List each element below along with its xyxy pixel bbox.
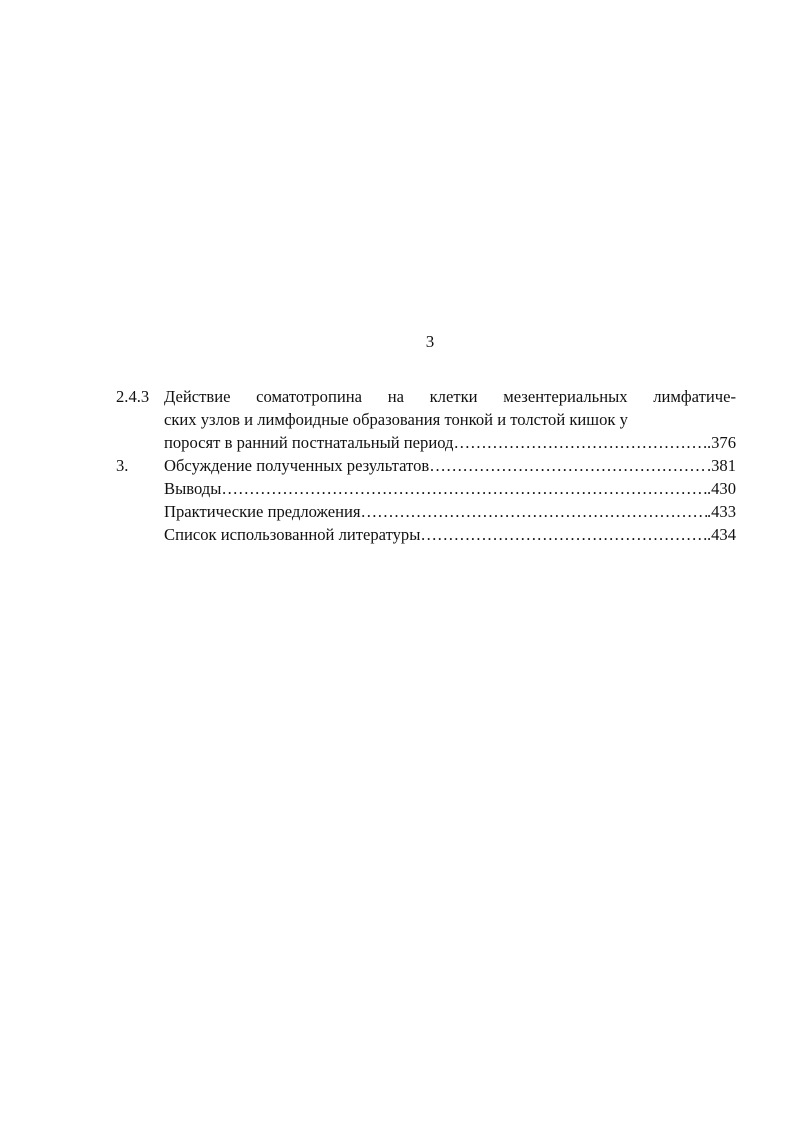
toc-entry <box>116 385 736 454</box>
toc-leader-dots <box>221 477 707 500</box>
toc-entry-body <box>164 385 736 454</box>
toc-entry-number: 2.4.3 <box>116 387 150 406</box>
toc-entry-last-line <box>164 431 736 454</box>
toc-entry-title: Список использованной литературы <box>164 525 421 544</box>
toc-word: соматотропина <box>256 387 362 406</box>
page-number: 3 <box>425 332 435 351</box>
toc-word: мезентериальных <box>503 387 628 406</box>
toc-entry-title: Обсуждение полученных результатов <box>164 456 430 475</box>
toc-entry-page: .376 <box>706 433 736 452</box>
toc-entry <box>116 454 736 477</box>
toc-word: на <box>387 387 404 406</box>
toc-entry-body <box>164 477 736 500</box>
toc-entry-body <box>164 500 736 523</box>
toc-word: лимфатиче- <box>653 387 736 406</box>
toc-entry-last-line <box>164 523 736 546</box>
table-of-contents <box>116 385 736 546</box>
toc-entry-title: поросят в ранний постнатальный период <box>164 433 454 452</box>
toc-entry-title: Практические предложения <box>164 502 361 521</box>
toc-entry-page: .430 <box>706 479 736 498</box>
toc-entry-number: 3. <box>116 456 129 475</box>
toc-entry-last-line <box>164 454 736 477</box>
toc-word: клетки <box>429 387 478 406</box>
toc-leader-dots <box>429 454 707 477</box>
toc-entry-first-line <box>164 385 736 408</box>
toc-word: Действие <box>164 387 231 406</box>
toc-entry <box>116 500 736 523</box>
toc-entry-body <box>164 454 736 477</box>
toc-leader-dots <box>420 523 707 546</box>
toc-entry-title: Выводы <box>164 479 222 498</box>
toc-entry-last-line <box>164 500 736 523</box>
toc-entry-page: .433 <box>706 502 736 521</box>
toc-leader-dots <box>453 431 706 454</box>
toc-entry-page: .381 <box>706 456 736 475</box>
toc-entry-page: .434 <box>706 525 736 544</box>
toc-entry-last-line <box>164 477 736 500</box>
toc-entry <box>116 477 736 500</box>
toc-entry <box>116 523 736 546</box>
toc-leader-dots <box>361 500 707 523</box>
toc-entry-body <box>164 523 736 546</box>
toc-entry-line: ских узлов и лимфоидные образования тонкой и толстой кишок у <box>164 410 628 429</box>
